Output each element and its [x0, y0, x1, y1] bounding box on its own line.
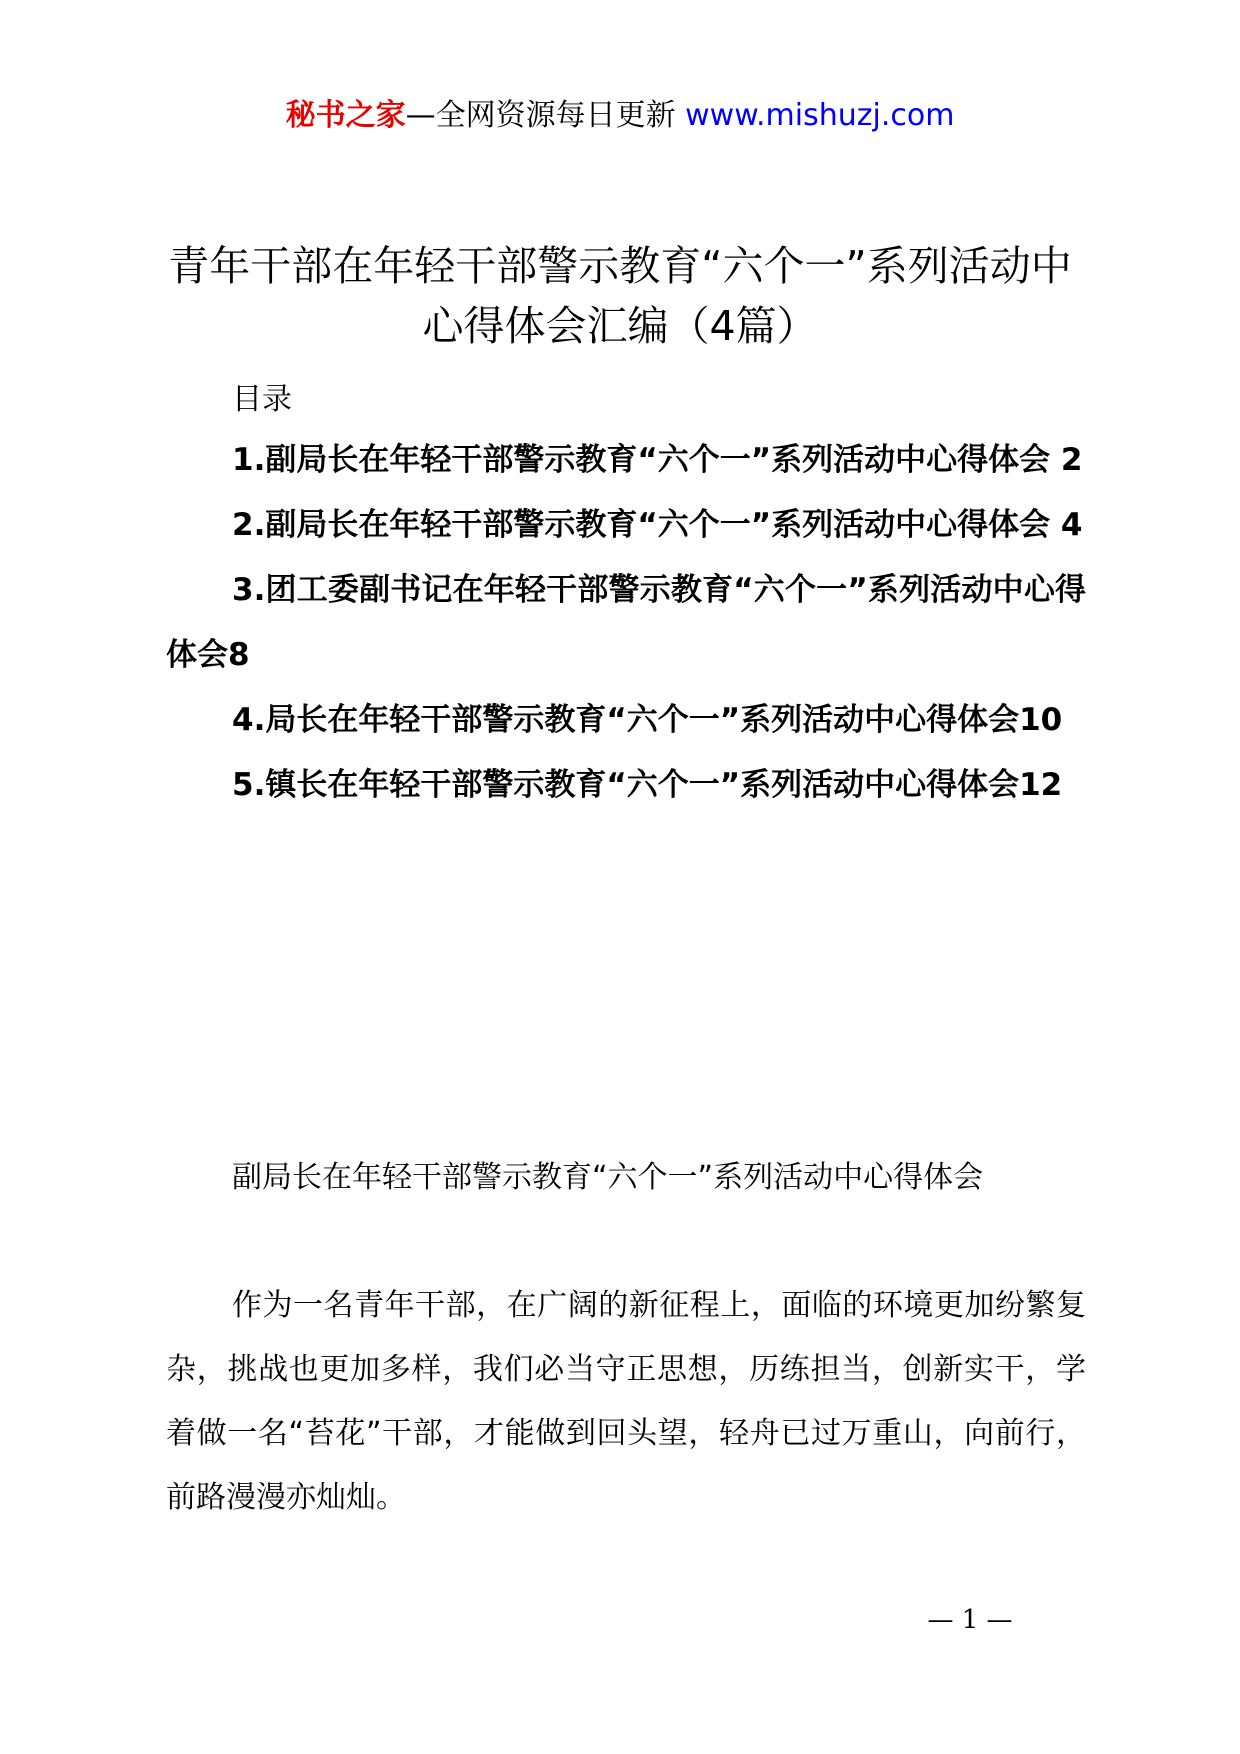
toc-entry-title: 5.镇长在年轻干部警示教育“六个一”系列活动中心得体会 [232, 767, 1020, 803]
body-paragraph: 作为一名青年干部，在广阔的新征程上，面临的环境更加纷繁复杂，挑战也更加多样，我们必当守正思想，历练担当，创新实干，学着做一名“苔花”干部，才能做到回头望，轻舟已过万重山，向前行，前路漫漫亦灿灿。 [166, 1288, 1086, 1515]
site-url-link[interactable]: www.mishuzj.com [685, 98, 955, 133]
document-title: 青年干部在年轻干部警示教育“六个一”系列活动中心得体会汇编（4篇） [168, 242, 1072, 350]
toc-entry-page: 10 [1019, 702, 1063, 738]
table-of-contents [166, 428, 1086, 818]
toc-entry-title: 2.副局长在年轻干部警示教育“六个一”系列活动中心得体会 [232, 507, 1051, 543]
toc-entry-page: 8 [228, 637, 250, 673]
toc-entry[interactable] [166, 688, 1086, 753]
toc-entry-page: 12 [1019, 767, 1063, 803]
toc-entry[interactable] [166, 493, 1086, 558]
page-number: — 1 — [927, 1605, 1013, 1635]
toc-label: 目录 [232, 382, 292, 417]
section-heading: 副局长在年轻干部警示教育“六个一”系列活动中心得体会 [232, 1160, 984, 1195]
toc-entry-title: 4.局长在年轻干部警示教育“六个一”系列活动中心得体会 [232, 702, 1020, 738]
toc-entry-title: 1.副局长在年轻干部警示教育“六个一”系列活动中心得体会 [232, 442, 1051, 478]
toc-entry[interactable] [166, 428, 1086, 493]
toc-entry-page: 4 [1060, 507, 1083, 543]
site-header [0, 96, 1240, 136]
toc-entry[interactable] [166, 753, 1086, 818]
toc-entry-page: 2 [1060, 442, 1083, 478]
toc-entry[interactable] [166, 558, 1086, 688]
toc-entry-title: 3.团工委副书记在年轻干部警示教育“六个一”系列活动中心得体会 [166, 572, 1086, 673]
brand-name: 秘书之家 [285, 98, 406, 133]
header-tagline: —全网资源每日更新 [405, 98, 676, 133]
